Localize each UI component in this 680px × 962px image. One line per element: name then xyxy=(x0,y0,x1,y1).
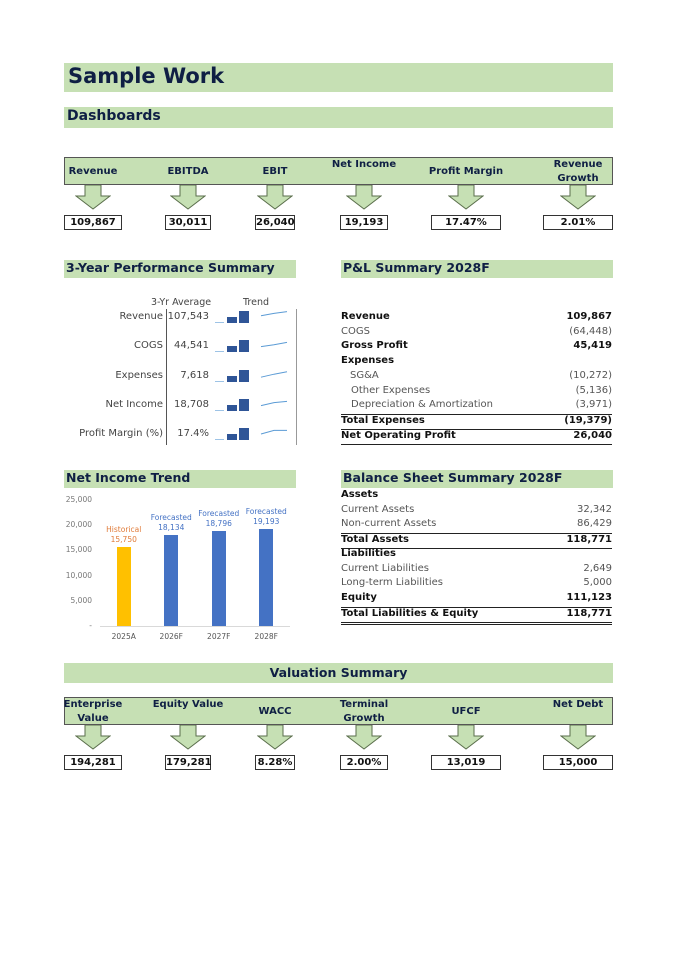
bs-row xyxy=(341,504,612,518)
x-category-label: 2025A xyxy=(111,632,136,641)
bs-row-value: 86,429 xyxy=(577,518,612,530)
kpi-value-box: 8.28% xyxy=(255,755,295,770)
kpi-label: Enterprise Value xyxy=(63,699,123,724)
trend-bar xyxy=(227,346,237,352)
bar-data-label xyxy=(241,507,291,527)
page-title: Sample Work xyxy=(68,64,225,88)
chart-bar xyxy=(117,547,131,626)
pl-row-label: COGS xyxy=(341,325,370,337)
pl-row-label: Expenses xyxy=(341,355,395,367)
bar-data-label xyxy=(99,525,149,545)
y-tick-label: - xyxy=(89,621,92,630)
perf-row-label: Revenue xyxy=(119,311,163,322)
bs-band xyxy=(341,470,613,488)
valuation-title: Valuation Summary xyxy=(269,665,408,680)
pl-row xyxy=(341,399,612,413)
y-tick-label: 25,000 xyxy=(65,495,92,504)
x-axis-line xyxy=(100,626,290,627)
kpi-value-box: 19,193 xyxy=(340,215,388,230)
trend-bar xyxy=(215,410,224,411)
title-band xyxy=(64,63,613,92)
pl-row-label: Other Expenses xyxy=(351,384,431,396)
trend-bar xyxy=(227,317,237,323)
bs-row xyxy=(341,607,612,625)
pl-row-label: SG&A xyxy=(350,369,379,381)
bs-title: Balance Sheet Summary 2028F xyxy=(343,470,563,485)
down-arrow-icon xyxy=(560,185,596,210)
perf-row-label: Profit Margin (%) xyxy=(79,428,163,440)
pl-row xyxy=(341,370,612,384)
pl-row xyxy=(341,429,612,445)
bs-row-value: 118,771 xyxy=(566,534,612,546)
dashboards-heading: Dashboards xyxy=(67,108,161,124)
kpi-value-box: 17.47% xyxy=(431,215,501,230)
perf-row-avg: 107,543 xyxy=(167,311,209,322)
perf-col-trend: Trend xyxy=(243,297,269,308)
trend-sparkline xyxy=(213,426,293,442)
pl-row xyxy=(341,340,612,354)
down-arrow-icon xyxy=(257,725,293,750)
bs-row-label: Non-current Assets xyxy=(341,518,437,530)
trend-line xyxy=(261,371,287,376)
perf-band xyxy=(64,260,296,278)
kpi-label: WACC xyxy=(258,706,292,717)
down-arrow-icon xyxy=(75,185,111,210)
pl-row-label: Gross Profit xyxy=(341,340,408,352)
trend-bar xyxy=(215,381,224,382)
perf-title: 3-Year Performance Summary xyxy=(66,260,275,275)
chart-bar xyxy=(212,531,226,626)
valuation-band xyxy=(64,663,613,683)
pl-row-label: Revenue xyxy=(341,311,390,322)
trend-bar xyxy=(227,405,237,411)
kpi-value-box: 2.01% xyxy=(543,215,613,230)
kpi-label: Revenue Growth xyxy=(553,159,603,184)
y-tick-label: 5,000 xyxy=(70,595,92,605)
trend-bar xyxy=(215,322,224,323)
chart-bar xyxy=(164,535,178,626)
perf-row-label: Net Income xyxy=(105,398,163,410)
kpi-label: EBITDA xyxy=(167,166,209,177)
trend-sparkline xyxy=(213,338,293,354)
pl-row-value: 26,040 xyxy=(573,429,612,441)
kpi-label: UFCF xyxy=(451,706,481,717)
bar-data-label xyxy=(194,509,244,529)
perf-col-avg: 3-Yr Average xyxy=(151,297,212,308)
kpi-value-box: 26,040 xyxy=(256,217,295,228)
down-arrow-icon xyxy=(448,725,484,750)
pl-row-value: 109,867 xyxy=(566,311,612,322)
bs-row xyxy=(341,533,612,549)
trend-bar xyxy=(227,376,237,382)
bs-row xyxy=(341,548,612,562)
bs-row xyxy=(341,592,612,606)
down-arrow-icon xyxy=(560,725,596,750)
kpi-value-box: 179,281 xyxy=(166,757,212,768)
bar-data-label-kind: Forecasted xyxy=(150,512,192,522)
bs-row xyxy=(341,489,612,503)
perf-row-avg: 18,708 xyxy=(174,398,209,410)
y-tick-label: 15,000 xyxy=(65,545,92,555)
perf-row-avg: 17.4% xyxy=(177,428,209,440)
trend-line xyxy=(261,312,287,316)
bar-data-label-value: 18,796 xyxy=(205,519,232,529)
perf-row-avg: 7,618 xyxy=(180,369,209,381)
bs-row-label: Equity xyxy=(341,591,377,603)
pl-row-label: Total Expenses xyxy=(341,414,425,426)
pl-band xyxy=(341,260,613,278)
bs-row-value: 5,000 xyxy=(583,577,612,589)
chart-title: Net Income Trend xyxy=(66,470,191,485)
bs-row-value: 111,123 xyxy=(566,591,612,603)
down-arrow-icon xyxy=(346,185,382,210)
trend-sparkline xyxy=(213,368,293,384)
trend-bar xyxy=(227,434,237,440)
trend-bar xyxy=(215,351,224,352)
pl-row-value: 45,419 xyxy=(573,340,612,352)
dashboards-band xyxy=(64,107,613,128)
pl-row-value: (64,448) xyxy=(569,325,612,337)
pl-row-label: Depreciation & Amortization xyxy=(351,399,494,411)
bs-row-label: Long-term Liabilities xyxy=(341,577,443,589)
trend-bar xyxy=(239,399,249,411)
bs-row xyxy=(341,518,612,532)
kpi-label: Terminal Growth xyxy=(339,699,389,724)
trend-line xyxy=(261,431,287,435)
down-arrow-icon xyxy=(448,185,484,210)
down-arrow-icon xyxy=(170,725,206,750)
trend-bar xyxy=(215,439,224,440)
trend-bar xyxy=(239,340,249,352)
perf-divider-right xyxy=(296,309,297,445)
bs-row-value: 118,771 xyxy=(566,607,612,619)
x-category-label: 2027F xyxy=(207,632,231,641)
bar-data-label-kind: Forecasted xyxy=(198,509,240,519)
pl-title: P&L Summary 2028F xyxy=(343,260,490,275)
down-arrow-icon xyxy=(170,185,206,210)
perf-row-avg: 44,541 xyxy=(174,340,209,352)
bs-row-label: Current Assets xyxy=(341,503,415,515)
pl-row-value: (5,136) xyxy=(575,384,612,396)
trend-bar xyxy=(239,370,249,382)
bs-row-value: 32,342 xyxy=(577,503,612,515)
down-arrow-icon xyxy=(346,725,382,750)
kpi-value-box: 109,867 xyxy=(64,215,122,230)
kpi-label: Net Debt xyxy=(552,699,604,710)
perf-row-label: Expenses xyxy=(115,369,163,381)
y-tick-label: 20,000 xyxy=(65,520,92,530)
kpi-value-box: 15,000 xyxy=(543,755,613,770)
trend-bar xyxy=(239,428,249,440)
pl-row-label: Net Operating Profit xyxy=(341,429,456,441)
down-arrow-icon xyxy=(75,725,111,750)
trend-sparkline xyxy=(213,309,293,325)
pl-row-value: (3,971) xyxy=(575,399,612,411)
pl-row xyxy=(341,414,612,429)
bs-row-label: Total Assets xyxy=(341,534,409,546)
trend-line xyxy=(261,343,287,347)
pl-row xyxy=(341,355,612,369)
pl-row xyxy=(341,385,612,399)
bar-data-label-value: 19,193 xyxy=(253,517,280,527)
bar-data-label-kind: Historical xyxy=(106,524,142,534)
pl-row xyxy=(341,326,612,340)
bs-row-value: 2,649 xyxy=(583,562,612,574)
perf-row-label: COGS xyxy=(134,340,163,352)
bs-row xyxy=(341,563,612,577)
y-tick-label: 10,000 xyxy=(65,570,92,580)
kpi-label: Net Income xyxy=(331,159,397,170)
kpi-value-box: 194,281 xyxy=(64,755,122,770)
kpi-label: EBIT xyxy=(262,166,288,177)
bar-data-label xyxy=(146,513,196,533)
bar-data-label-value: 18,134 xyxy=(158,522,185,532)
kpi-value-box: 2.00% xyxy=(340,755,388,770)
chart-bar xyxy=(259,529,273,626)
kpi-value-box: 30,011 xyxy=(165,215,211,230)
x-category-label: 2028F xyxy=(254,632,278,641)
pl-row xyxy=(341,311,612,325)
bar-data-label-kind: Forecasted xyxy=(245,507,287,517)
bs-row-label: Liabilities xyxy=(341,547,396,559)
bar-data-label-value: 15,750 xyxy=(110,534,137,544)
trend-line xyxy=(261,401,287,405)
x-category-label: 2026F xyxy=(159,632,183,641)
bs-row xyxy=(341,577,612,591)
trend-bar xyxy=(239,311,249,323)
chart-band xyxy=(64,470,296,488)
bs-row-label: Assets xyxy=(341,489,379,500)
kpi-label: Profit Margin xyxy=(428,166,504,177)
trend-sparkline xyxy=(213,397,293,413)
kpi-label: Revenue xyxy=(68,166,118,177)
bs-row-label: Total Liabilities & Equity xyxy=(341,607,479,619)
kpi-label: Equity Value xyxy=(152,699,224,710)
pl-row-value: (19,379) xyxy=(564,414,612,426)
down-arrow-icon xyxy=(257,185,293,210)
pl-row-value: (10,272) xyxy=(569,369,612,381)
bs-row-label: Current Liabilities xyxy=(341,562,429,574)
kpi-value-box: 13,019 xyxy=(431,755,501,770)
